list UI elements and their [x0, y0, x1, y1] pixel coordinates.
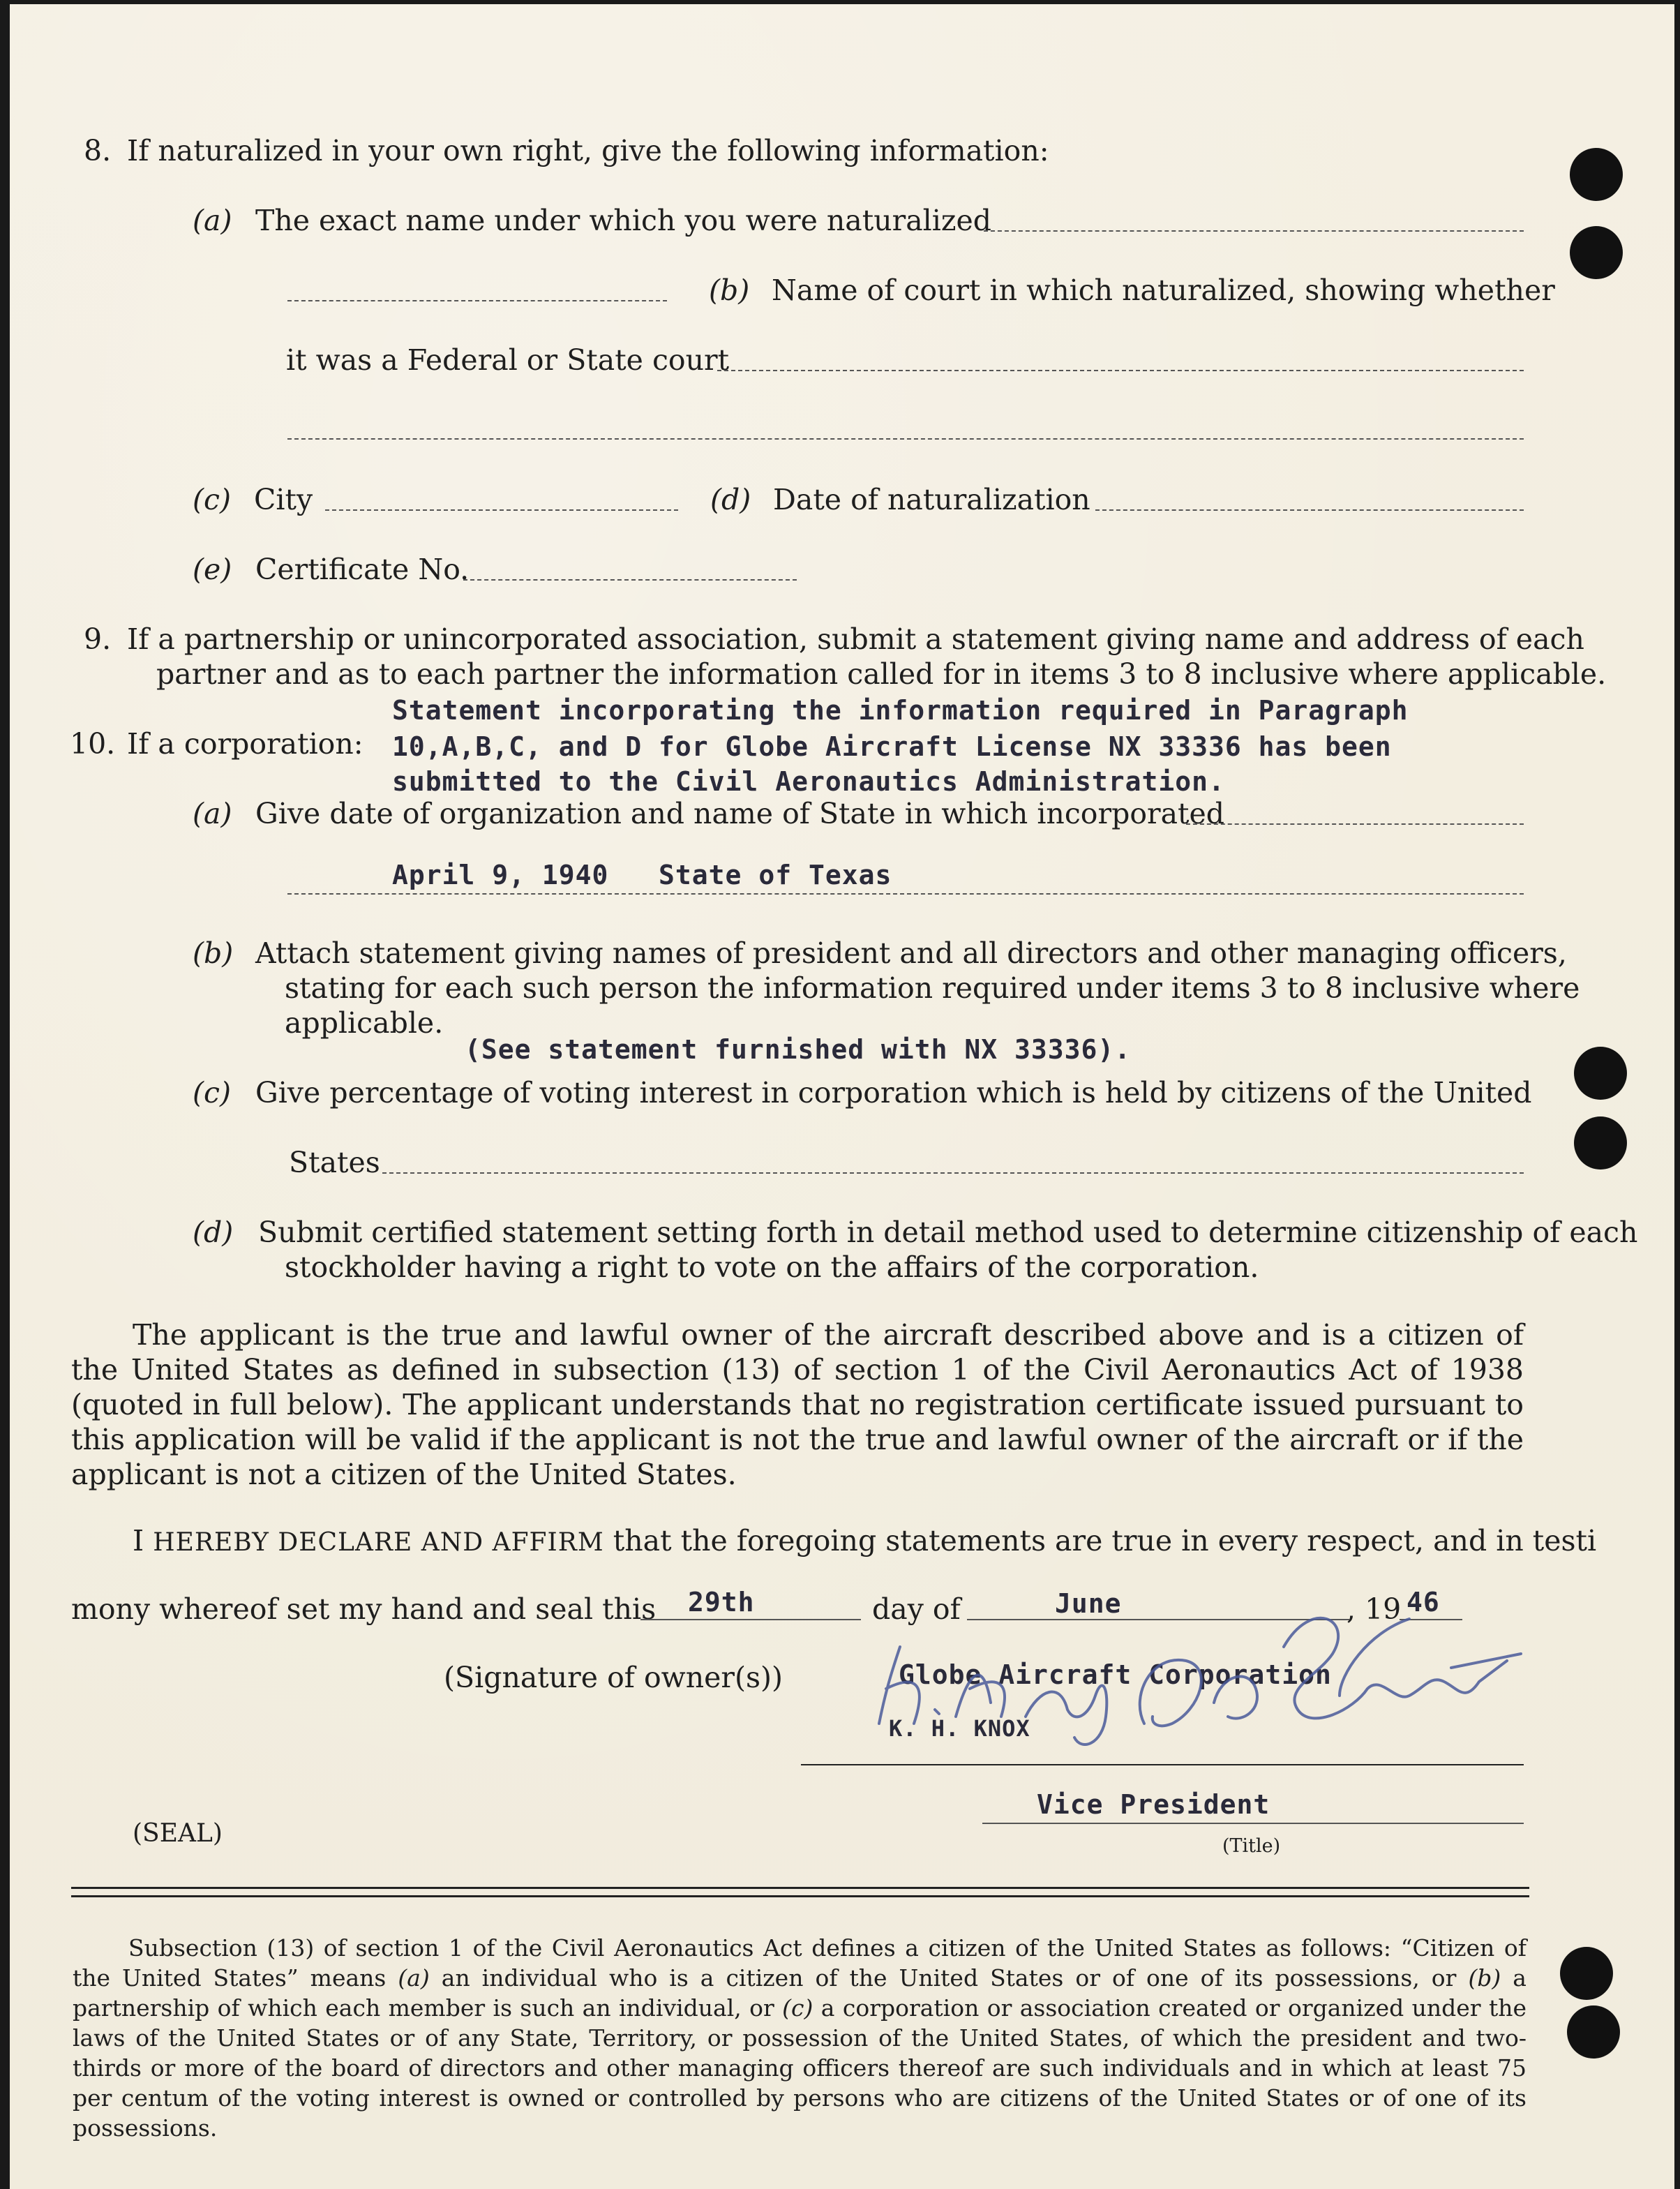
footnote-c-marker: (c) [782, 1994, 813, 2022]
seal-label: (SEAL) [133, 1819, 223, 1848]
item9-line1: If a partnership or unincorporated association, submit a statement giving name and address of each [127, 622, 1584, 656]
scan-edge-top [0, 0, 1680, 4]
title-label: (Title) [1222, 1835, 1281, 1857]
item10-d-line2: stockholder having a right to vote on the affairs of the corporation. [285, 1250, 1259, 1284]
declaration-paragraph [71, 1317, 1524, 1492]
year-value[interactable]: 46 [1407, 1587, 1440, 1618]
footnote-paragraph [73, 1933, 1527, 2143]
item10-typed-note-2: 10,A,B,C, and D for Globe Aircraft License NX 33336 has been [392, 731, 1392, 762]
footnote-a-marker: (a) [398, 1964, 430, 1992]
declaration-text: The applicant is the true and lawful owner of the aircraft described above and is a citizen of the United States as defined in subsection (13) of section 1 of the Civil Aeronautics Act of 1938 (quoted in full below). The applicant understands that no registration certificate issued pursuant to this application will be valid if the applicant is not the true and lawful owner of the aircraft or if the applicant is not a citizen of the United States. [71, 1318, 1524, 1491]
item10-a-marker: (a) [193, 797, 232, 830]
item8-a-label: The exact name under which you were naturalized [255, 204, 991, 237]
item9-line2: partner and as to each partner the information called for in items 3 to 8 inclusive where applicable. [156, 657, 1607, 691]
scan-edge-left [0, 0, 10, 2189]
year-prefix: , 19 [1347, 1592, 1402, 1626]
punch-hole [1560, 1947, 1613, 2000]
item10-a-value[interactable]: April 9, 1940 State of Texas [392, 860, 892, 890]
item8-e-label: Certificate No. [255, 553, 470, 586]
item8-a-marker: (a) [193, 204, 232, 237]
punch-hole [1570, 148, 1623, 201]
footnote-text-2: an individual who is a citizen of the United States or of one of its possessions, or [429, 1964, 1469, 1992]
item10-a-field[interactable] [1186, 823, 1524, 825]
separator-rule-1 [71, 1887, 1529, 1889]
item8-b-marker: (b) [709, 274, 750, 307]
item8-e-field[interactable] [463, 579, 797, 581]
item10-a-label: Give date of organization and name of State in which incorporated [255, 797, 1225, 830]
signature-label: (Signature of owner(s)) [444, 1661, 783, 1694]
item8-heading: If naturalized in your own right, give the following information: [127, 134, 1049, 167]
scan-edge-right [1674, 0, 1680, 2189]
item10-d-marker: (d) [193, 1216, 234, 1249]
item10-b-line3: applicable. [285, 1006, 444, 1040]
punch-hole [1574, 1116, 1627, 1170]
item10-b-value: (See statement furnished with NX 33336). [465, 1034, 1132, 1065]
item10-b-line1: Attach statement giving names of president and all directors and other managing officers, [255, 936, 1567, 970]
item8-e-marker: (e) [193, 553, 232, 586]
handwritten-signature [851, 1605, 1535, 1758]
item10-d-line1: Submit certified statement setting forth in detail method used to determine citizenship of each [258, 1216, 1638, 1249]
item8-b-label: Name of court in which naturalized, showing whether [772, 274, 1555, 307]
item10-c-line1: Give percentage of voting interest in corporation which is held by citizens of the United [255, 1076, 1532, 1110]
footnote-text-1: Subsection (13) of section 1 of the Civil Aeronautics Act defines a citizen of the United States as follows: “Citizen of the United States” means [73, 1934, 1527, 1992]
item8-b-field[interactable] [717, 370, 1524, 371]
item10-c-line2: States [289, 1146, 380, 1179]
item10-c-marker: (c) [193, 1076, 231, 1110]
title-typed: Vice President [1037, 1789, 1270, 1820]
item8-a-field-cont[interactable] [287, 300, 667, 301]
affirm-line [133, 1524, 1596, 1560]
separator-rule-2 [71, 1895, 1529, 1897]
item10-typed-note-1: Statement incorporating the information required in Paragraph [392, 695, 1409, 726]
punch-hole [1574, 1047, 1627, 1100]
item9-number: 9. [84, 622, 112, 656]
item8-a-field[interactable] [984, 230, 1524, 232]
item8-b-label-2: it was a Federal or State court [286, 343, 730, 377]
day-field[interactable] [640, 1619, 861, 1620]
item8-b-field-cont[interactable] [287, 438, 1524, 440]
affirm-caps: HEREBY DECLARE AND AFFIRM [153, 1528, 604, 1557]
item8-c-label: City [254, 483, 313, 516]
footnote-b-marker: (b) [1468, 1964, 1501, 1992]
testimony-label: mony whereof set my hand and seal this [71, 1592, 657, 1626]
item10-b-line2: stating for each such person the information required under items 3 to 8 inclusive where [285, 971, 1580, 1005]
owner-typed: Globe Aircraft Corporation [899, 1659, 1332, 1690]
punch-hole [1570, 226, 1623, 279]
affirm-rest: that the foregoing statements are true in every respect, and in testi [613, 1524, 1597, 1557]
punch-hole [1567, 2005, 1620, 2059]
item10-b-marker: (b) [193, 936, 234, 970]
title-field[interactable] [982, 1823, 1524, 1824]
item8-d-field[interactable] [1095, 509, 1524, 511]
affirm-i: I [133, 1524, 144, 1557]
signer-typed: K. H. KNOX [889, 1715, 1030, 1742]
day-value[interactable]: 29th [688, 1587, 755, 1618]
footnote-text-4: a corporation or association created or organized under the laws of the United States or of any State, Territory, or possession of the United States, of which the president and two-thirds or more of the board of directors and other managing officers thereof are such individuals and in which at least 75 per centum of the voting interest is owned or controlled by persons who are citizens of the United States or of one of its possessions. [73, 1994, 1527, 2142]
footnote-text-3: a partnership of which each member is such an individual, or [73, 1964, 1527, 2022]
month-value[interactable]: June [1055, 1588, 1122, 1619]
signature-script: K. H. Kinsley O.C. Smith [1081, 1738, 1305, 1758]
item10-c-field[interactable] [382, 1172, 1524, 1174]
day-of-label: day of [872, 1592, 961, 1626]
item8-c-marker: (c) [193, 483, 231, 516]
item8-d-marker: (d) [710, 483, 751, 516]
item10-a-field-cont[interactable] [287, 893, 1524, 895]
item8-number: 8. [84, 134, 112, 167]
item10-typed-note-3: submitted to the Civil Aeronautics Administration. [392, 766, 1225, 797]
item8-d-label: Date of naturalization [773, 483, 1090, 516]
signature-line[interactable] [801, 1764, 1524, 1765]
item10-number: 10. [70, 727, 116, 761]
item10-heading: If a corporation: [127, 727, 363, 761]
item8-c-field[interactable] [325, 509, 678, 511]
